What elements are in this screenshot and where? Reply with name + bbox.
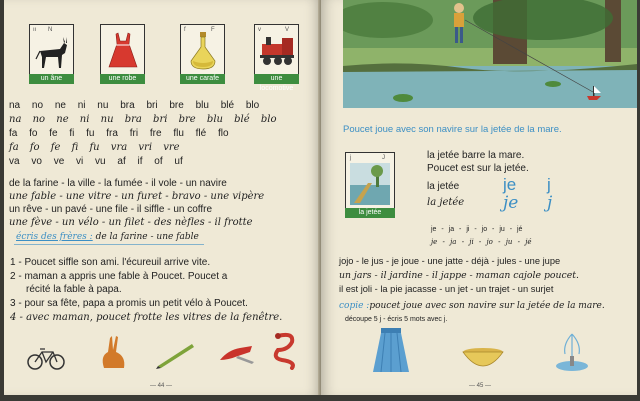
skirt-icon — [371, 326, 411, 374]
copie-text: poucet joue avec son navire sur la jetée de la mare. — [369, 301, 605, 311]
card-caption: une locomotive — [254, 74, 299, 84]
card-corner-lower: j — [350, 155, 352, 161]
knife-icon — [216, 340, 256, 368]
card-carafe — [180, 24, 225, 84]
fountain-icon — [553, 330, 591, 374]
j-print-j: j — [547, 175, 551, 194]
card-jetee — [345, 152, 395, 218]
dress-icon — [105, 31, 141, 71]
pen-icon — [154, 340, 198, 370]
sentence-2: 2 - maman a appris une fable à Poucet. Poucet a — [10, 271, 228, 282]
ecris-underline — [14, 244, 204, 245]
card-dress — [100, 24, 145, 84]
j-syllables-print: je - ja - ji - jo - ju - jé — [431, 226, 523, 233]
right-page — [321, 0, 637, 395]
card-line-1: la jetée barre la mare. — [427, 150, 525, 161]
word-line-2: une fable - une vitre - un furet - bravo - une vipère — [9, 191, 265, 202]
card-corner-upper: J — [382, 155, 385, 161]
word-line-4: une fève - un vélo - un filet - des nèfles - il frotte — [9, 217, 253, 228]
j-word-line-1: jojo - le jus - je joue - une jatte - déjà - jules - une jupe — [339, 256, 561, 266]
ecris-words: de la farine - une fable — [95, 232, 199, 242]
jetty-icon — [350, 163, 390, 205]
syllable-row-print-f: fa fo fe fi fu fra fri fre flu flé flo — [9, 128, 229, 139]
card-caption: une carafe — [180, 74, 225, 84]
j-word-line-3: il est joli - la pie jacasse - un jet - un trajet - un surjet — [339, 284, 554, 294]
syllable-row-print-n: na no ne ni nu bra bri bre blu blé blo — [9, 100, 260, 111]
card-locomotive — [254, 24, 299, 92]
copie-label: copie : — [339, 301, 370, 311]
sentence-3: 3 - pour sa fête, papa a promis un petit vélo à Poucet. — [10, 298, 248, 309]
ecris-label: écris des frères : — [16, 232, 93, 242]
card-corner-upper: F — [211, 27, 215, 33]
card-caption: une robe — [100, 74, 145, 84]
bicycle-icon — [26, 345, 66, 371]
card-corner-lower: v — [258, 27, 261, 33]
card-caption: la jetée — [345, 208, 395, 218]
hare-icon — [96, 332, 130, 372]
carafe-icon — [187, 31, 219, 71]
decoupe-instruction: découpe 5 j - écris 5 mots avec j. — [345, 316, 448, 323]
donkey-icon — [34, 35, 70, 71]
card-corner-upper: N — [48, 27, 53, 33]
ecris-line — [16, 232, 199, 243]
jetee-script: la jetée — [427, 197, 465, 208]
j-syllables-script: je - ja - ji - jo - ju - jé — [431, 238, 532, 246]
j-script-je: je — [503, 193, 519, 213]
lesson-title: Poucet joue avec son navire sur la jetée de la mare. — [343, 124, 562, 135]
page-number: — 45 — — [469, 383, 492, 389]
sentence-4: 4 - avec maman, poucet frotte les vitres de la fenêtre. — [10, 312, 283, 323]
j-word-line-2: un jars - il jardine - il jappe - maman cajole poucet. — [339, 270, 579, 281]
card-caption: un âne — [29, 74, 74, 84]
snake-icon — [270, 330, 304, 370]
pond-scene-illustration — [343, 0, 637, 108]
card-line-2: Poucet est sur la jetée. — [427, 163, 529, 174]
sentence-1: 1 - Poucet siffle son ami. l'écureuil arrive vite. — [10, 257, 211, 268]
card-donkey — [29, 24, 74, 84]
jetee-print: la jetée — [427, 181, 460, 192]
card-corner-lower: ıı — [33, 27, 37, 33]
word-line-3: un rêve - un pavé - une file - il siffle - un coffre — [9, 204, 213, 215]
sentence-2-cont: récité la fable à papa. — [26, 284, 122, 295]
syllable-row-script-n: na no ne ni nu bra bri bre blu blé blo — [9, 114, 277, 125]
copie-line — [339, 301, 605, 312]
page-number: — 44 — — [150, 383, 173, 389]
card-corner-lower: f — [184, 27, 186, 33]
syllable-row-print-v: va vo ve vi vu af if of uf — [9, 156, 183, 167]
j-script-j: j — [547, 193, 553, 213]
left-page — [4, 0, 321, 395]
syllable-row-script-f: fa fo fe fi fu vra vri vre — [9, 142, 180, 153]
j-print-je: je — [503, 175, 517, 194]
bowl-icon — [461, 346, 505, 372]
word-line-1: de la farine - la ville - la fumée - il vole - un navire — [9, 178, 227, 189]
card-corner-upper: V — [285, 27, 290, 33]
locomotive-icon — [258, 34, 296, 68]
